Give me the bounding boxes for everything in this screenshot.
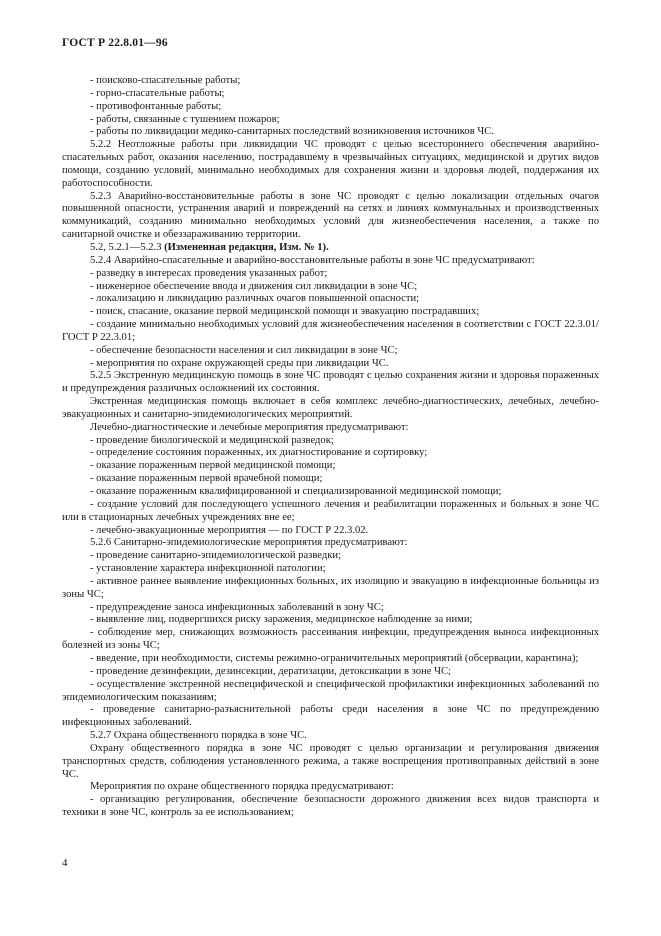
page-number: 4 xyxy=(62,857,68,869)
paragraph-text: - осуществление экстренной неспецифической и специфической профилактики инфекционных заболеваний по эпидемиологическим показаниям; xyxy=(62,678,599,703)
paragraph-text: - работы, связанные с тушением пожаров; xyxy=(90,113,280,125)
document-body xyxy=(62,75,599,820)
paragraph-text: - активное раннее выявление инфекционных больных, их изоляцию и эвакуацию в инфекционные больницы из зоны ЧС; xyxy=(62,575,599,600)
paragraph xyxy=(62,422,599,435)
paragraph-text: - установление характера инфекционной патологии; xyxy=(90,563,326,575)
paragraph-text: - проведение санитарно-эпидемиологической разведки; xyxy=(90,550,342,562)
paragraph xyxy=(62,473,599,486)
paragraph-text: - лечебно-эвакуационные мероприятия — по ГОСТ Р 22.3.02. xyxy=(90,524,369,536)
paragraph xyxy=(62,370,599,396)
paragraph-text: - проведение санитарно-разъяснительной работы среди населения в зоне ЧС по предупреждению инфекционных заболеваний. xyxy=(62,704,599,729)
paragraph-text: - оказание пораженным первой медицинской помощи; xyxy=(90,460,336,472)
paragraph-text: Лечебно-диагностические и лечебные мероприятия предусматривают: xyxy=(90,421,409,433)
paragraph xyxy=(62,550,599,563)
paragraph-text: Охрану общественного порядка в зоне ЧС проводят с целью организации и регулирования движения транспортных средств, соблюдения установленного режима, а также воспрещения противоправных действий в зоне ЧС. xyxy=(62,742,599,780)
paragraph xyxy=(62,576,599,602)
paragraph-text: - поисково-спасательные работы; xyxy=(90,75,241,86)
paragraph xyxy=(62,268,599,281)
paragraph-text: - организацию регулирования, обеспечение безопасности дорожного движения всех видов транспорта и техники в зоне ЧС, контроль за ее использованием; xyxy=(62,794,599,819)
paragraph-text: - обеспечение безопасности населения и сил ликвидации в зоне ЧС; xyxy=(90,344,398,356)
paragraph-text: 5.2.3 Аварийно-восстановительные работы в зоне ЧС проводят с целью локализации отдельных очагов повышенной опасности, устранения аварий и повреждений на сетях и линиях коммунальных и производственных коммуникаций, созданию минимально необходимых условий для жизнеобеспечения населения, а также по санитарной очистке и обеззараживанию территории. xyxy=(62,190,599,241)
paragraph xyxy=(62,255,599,268)
paragraph xyxy=(62,794,599,820)
paragraph xyxy=(62,293,599,306)
paragraph-text: - определение состояния пораженных, их диагностирование и сортировку; xyxy=(90,447,428,459)
paragraph xyxy=(62,537,599,550)
paragraph-text: - инженерное обеспечение ввода и движения сил ликвидации в зоне ЧС; xyxy=(90,280,418,292)
paragraph xyxy=(62,486,599,499)
paragraph-text: 5.2.7 Охрана общественного порядка в зоне ЧС. xyxy=(90,730,307,742)
paragraph-text: - локализацию и ликвидацию различных очагов повышенной опасности; xyxy=(90,293,420,305)
paragraph xyxy=(62,653,599,666)
paragraph xyxy=(62,614,599,627)
paragraph-text: - горно-спасательные работы; xyxy=(90,87,225,99)
amendment-note: (Измененная редакция, Изм. № 1). xyxy=(164,241,329,253)
paragraph xyxy=(62,306,599,319)
paragraph-text: - мероприятия по охране окружающей среды при ликвидации ЧС. xyxy=(90,357,389,369)
paragraph xyxy=(62,447,599,460)
paragraph-text: - проведение биологической и медицинской разведок; xyxy=(90,434,334,446)
paragraph xyxy=(62,191,599,242)
paragraph xyxy=(62,114,599,127)
paragraph xyxy=(62,435,599,448)
paragraph-text: Экстренная медицинская помощь включает в себя комплекс лечебно-диагностических, лечебных, лечебно-эвакуационных и санитарно-эпидемиологических мероприятий. xyxy=(62,396,599,420)
paragraph xyxy=(62,242,599,255)
paragraph-text: - работы по ликвидации медико-санитарных последствий возникновения источников ЧС. xyxy=(90,126,494,138)
paragraph-text: - введение, при необходимости, системы режимно-ограничительных мероприятий (обсервации, карантина); xyxy=(90,652,579,664)
paragraph xyxy=(62,88,599,101)
paragraph xyxy=(62,281,599,294)
paragraph xyxy=(62,563,599,576)
paragraph xyxy=(62,75,599,88)
paragraph-text: - оказание пораженным первой врачебной помощи; xyxy=(90,473,323,485)
paragraph xyxy=(62,525,599,538)
paragraph-text: - выявление лиц, подвергшихся риску заражения, медицинское наблюдение за ними; xyxy=(90,614,473,626)
paragraph xyxy=(62,666,599,679)
paragraph xyxy=(62,345,599,358)
paragraph-text: 5.2.6 Санитарно-эпидемиологические мероприятия предусматривают: xyxy=(90,537,408,549)
paragraph xyxy=(62,126,599,139)
paragraph xyxy=(62,781,599,794)
paragraph-text: - соблюдение мер, снижающих возможность рассеивания инфекции, предупреждения выноса инфекционных болезней из зоны ЧС; xyxy=(62,627,599,652)
paragraph-text: 5.2.4 Аварийно-спасательные и аварийно-восстановительные работы в зоне ЧС предусматривают: xyxy=(90,254,535,266)
paragraph-text: - разведку в интересах проведения указанных работ; xyxy=(90,267,328,279)
paragraph xyxy=(62,499,599,525)
paragraph-text: - проведение дезинфекции, дезинсекции, дератизации, детоксикации в зоне ЧС; xyxy=(90,665,451,677)
paragraph-text: - оказание пораженным квалифицированной и специализированной медицинской помощи; xyxy=(90,486,502,497)
paragraph xyxy=(62,460,599,473)
paragraph xyxy=(62,704,599,730)
paragraph-text: Мероприятия по охране общественного порядка предусматривают: xyxy=(90,781,394,793)
paragraph-text: 5.2, 5.2.1—5.2.3 xyxy=(90,241,165,253)
paragraph-text: 5.2.2 Неотложные работы при ликвидации ЧС проводят с целью всестороннего обеспечения аварийно-спасательных работ, оказания населению, пострадавшему в чрезвычайных ситуациях, медицинской и других видов помощи, созданию условий, минимально необходимых для сохранения жизни и здоровья людей, поддержания их работоспособности. xyxy=(62,139,599,189)
paragraph xyxy=(62,743,599,782)
paragraph-text: - создание минимально необходимых условий для жизнеобеспечения населения в соответствии с ГОСТ 22.3.01/ГОСТ Р 22.3.01; xyxy=(62,319,599,343)
paragraph-text: 5.2.5 Экстренную медицинскую помощь в зоне ЧС проводят с целью сохранения жизни и здоровья пораженных и предупреждения различных осложнений их состояния. xyxy=(62,370,599,395)
paragraph xyxy=(62,358,599,371)
document-header: ГОСТ Р 22.8.01—96 xyxy=(62,37,168,49)
paragraph xyxy=(62,139,599,190)
paragraph xyxy=(62,730,599,743)
paragraph xyxy=(62,396,599,422)
paragraph xyxy=(62,679,599,705)
paragraph-text: - создание условий для последующего успешного лечения и реабилитации пораженных и больных в зоне ЧС или в стационарных лечебных учреждениях вне ее; xyxy=(62,498,599,523)
paragraph-text: - предупреждение заноса инфекционных заболеваний в зону ЧС; xyxy=(90,601,384,613)
paragraph-text: - противофонтанные работы; xyxy=(90,100,222,112)
paragraph xyxy=(62,101,599,114)
paragraph xyxy=(62,627,599,653)
paragraph-text: - поиск, спасание, оказание первой медицинской помощи и эвакуацию пострадавших; xyxy=(90,306,480,318)
paragraph xyxy=(62,602,599,615)
paragraph xyxy=(62,319,599,345)
